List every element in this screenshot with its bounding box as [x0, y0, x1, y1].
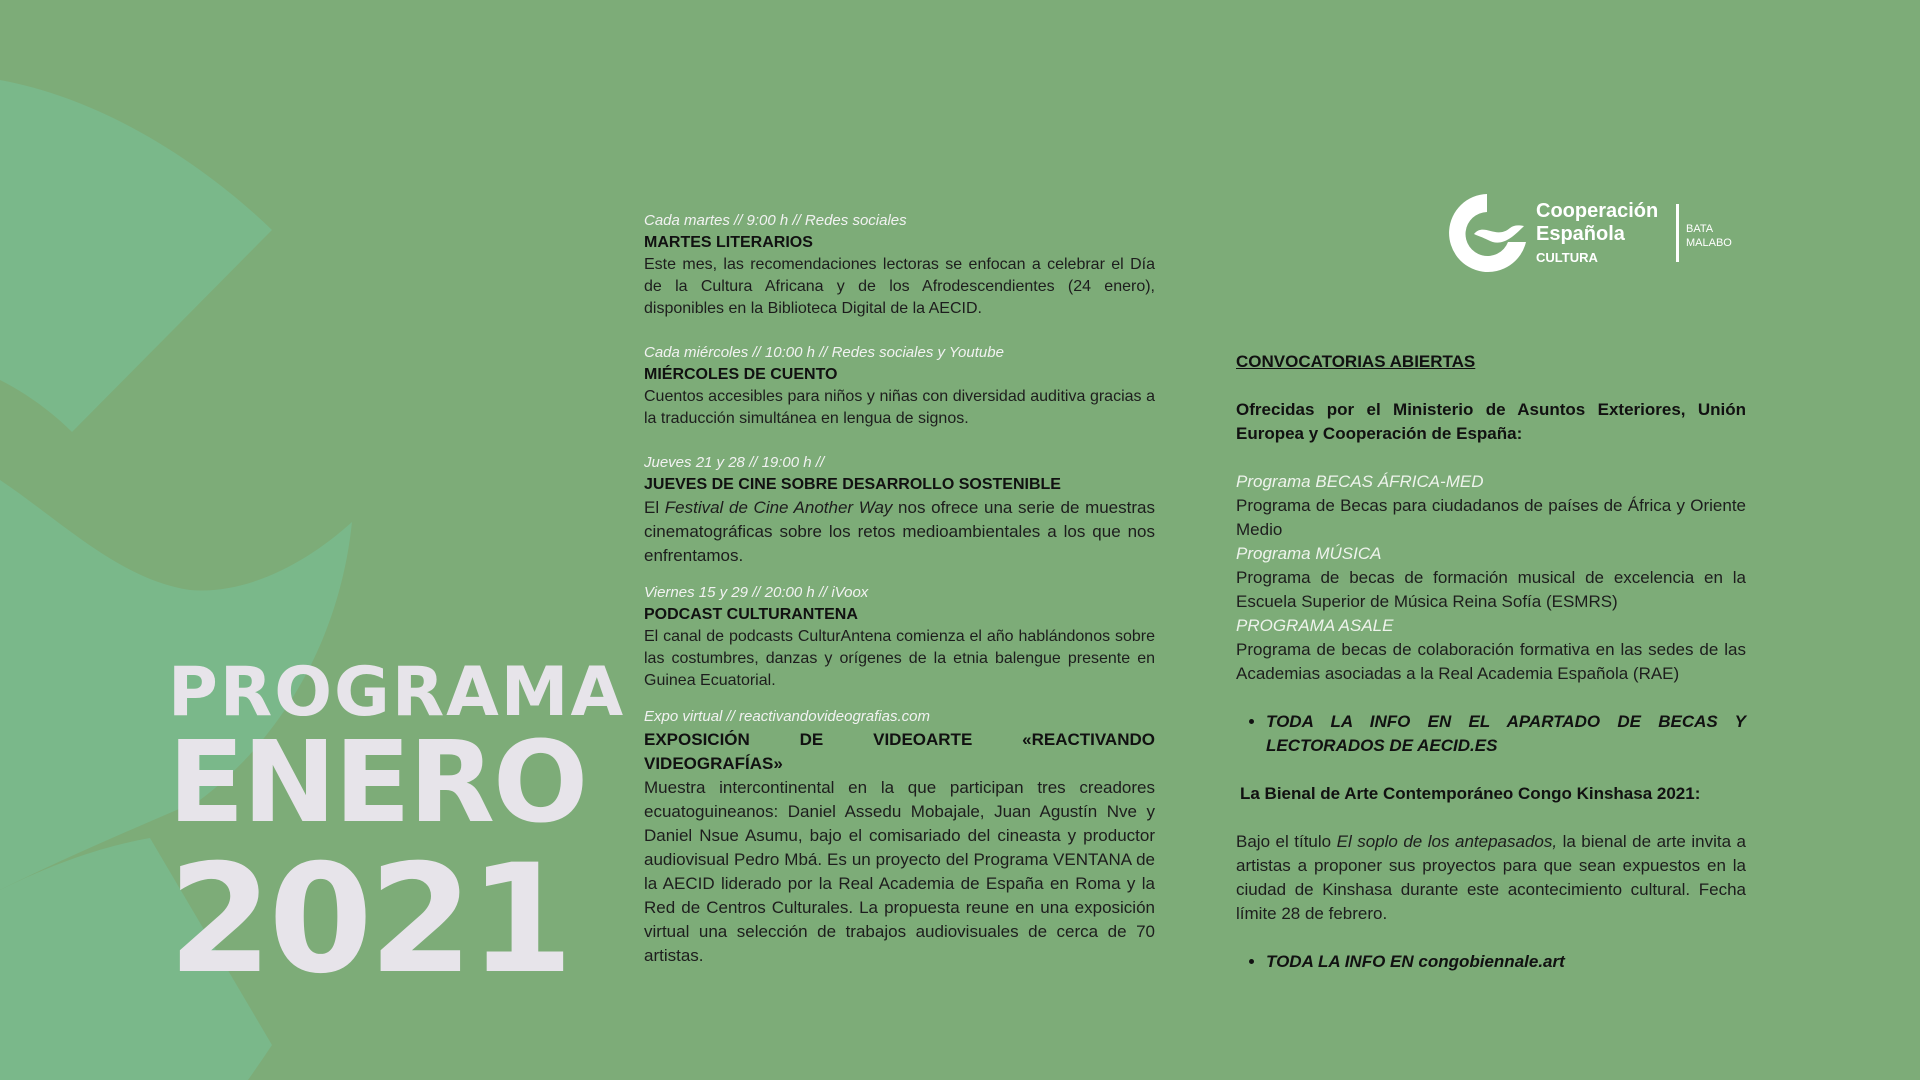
event-name: MIÉRCOLES DE CUENTO: [644, 366, 838, 383]
logo-brand-line: Española: [1536, 223, 1625, 245]
program-desc: Programa de becas de colaboración formativa en las sedes de las Academias asociadas a la Real Academia Española (RAE): [1236, 640, 1746, 683]
info-congo-link: • TODA LA INFO EN congobiennale.art: [1266, 950, 1746, 974]
program-item: [1236, 470, 1746, 542]
logo-city: MALABO: [1686, 237, 1732, 249]
program-title: [168, 653, 626, 1007]
cooperacion-logo-icon: [1444, 190, 1530, 276]
info-list: [1236, 710, 1746, 758]
info-becas-link: • TODA LA INFO EN EL APARTADO DE BECAS Y LECTORADOS DE AECID.ES: [1266, 710, 1746, 758]
program-desc: Programa de Becas para ciudadanos de países de África y Oriente Medio: [1236, 496, 1746, 539]
event-viernes: [644, 582, 1155, 692]
event-when: Expo virtual // reactivandovideografias.com: [644, 708, 930, 725]
title-line-year: 2021: [168, 833, 570, 1007]
event-name: PODCAST CULTURANTENA: [644, 606, 858, 623]
desc-text: Bajo el título: [1236, 832, 1337, 851]
bienal-desc: [1236, 830, 1746, 926]
title-line-enero: ENERO: [168, 718, 587, 848]
event-name: JUEVES DE CINE SOBRE DESARROLLO SOSTENIBLE: [644, 476, 1061, 493]
info-list: [1236, 950, 1746, 974]
event-when: Cada martes // 9:00 h // Redes sociales: [644, 212, 907, 229]
event-martes: [644, 210, 1155, 320]
program-desc: Programa de becas de formación musical de excelencia en la Escuela Superior de Música Reina Sofía (ESMRS): [1236, 568, 1746, 611]
desc-text: nos ofrece una serie de muestras cinematográficas sobre los retos medioambientales a los que nos enfrentamos.: [644, 498, 1155, 565]
logo-divider: [1676, 204, 1679, 262]
event-miercoles: [644, 342, 1155, 430]
event-when: Jueves 21 y 28 // 19:00 h //: [644, 454, 825, 471]
program-item: [1236, 614, 1746, 686]
title-line-programa: PROGRAMA: [168, 653, 626, 732]
festival-name: Festival de Cine Another Way: [664, 498, 893, 517]
convocatorias-column: [1236, 350, 1746, 998]
program-name: Programa MÚSICA: [1236, 544, 1382, 563]
convocatorias-intro: Ofrecidas por el Ministerio de Asuntos Exteriores, Unión Europea y Cooperación de España:: [1236, 400, 1746, 443]
event-when: Viernes 15 y 29 // 20:00 h // iVoox: [644, 584, 869, 601]
bienal-title: La Bienal de Arte Contemporáneo Congo Kinshasa 2021:: [1240, 784, 1701, 803]
event-name: EXPOSICIÓN DE VIDEOARTE «REACTIVANDO: [644, 730, 1155, 749]
desc-text: la bienal de arte invita a artistas a proponer sus proyectos para que sean expuestos en la ciudad de Kinshasa durante este acontecimiento cultural. Fecha límite 28 de febrero.: [1236, 832, 1747, 923]
event-desc: Este mes, las recomendaciones lectoras se enfocan a celebrar el Día de la Cultura Africana y de los Afrodescendientes (24 enero), disponibles en la Biblioteca Digital de la AECID.: [644, 256, 1155, 317]
events-column: [644, 210, 1155, 990]
program-name: PROGRAMA ASALE: [1236, 616, 1394, 635]
event-desc: Muestra intercontinental en la que participan tres creadores ecuatoguineanos: Daniel Assedu Mobajale, Juan Agustín Nve y Daniel Nsue Asumu, bajo el comisariado del cineasta y productor audiovisual Pedro Mbá. Es un proyecto del Programa VENTANA de la AECID liderado por la Real Academia de España en Roma y la Red de Centros Culturales. La propuesta reune en una exposición virtual una selección de trabajos audiovisuales de cerca de 70 artistas.: [644, 778, 1155, 965]
event-desc: [644, 496, 1155, 568]
event-desc: Cuentos accesibles para niños y niñas con diversidad auditiva gracias a la traducción simultánea en lengua de signos.: [644, 388, 1155, 427]
logo-brand-line: CULTURA: [1536, 250, 1598, 265]
bienal-subtitle: El soplo de los antepasados,: [1336, 832, 1558, 851]
logo-brand-line: Cooperación: [1536, 200, 1659, 222]
program-name: Programa BECAS ÁFRICA-MED: [1236, 472, 1484, 491]
desc-text: El: [644, 498, 665, 517]
convocatorias-heading: CONVOCATORIAS ABIERTAS: [1236, 352, 1476, 371]
logo-city: BATA: [1686, 223, 1714, 235]
event-jueves: [644, 452, 1155, 568]
program-item: [1236, 542, 1746, 614]
cooperacion-espanola-logo: [1444, 190, 1744, 280]
event-expo: [644, 706, 1155, 968]
event-when: Cada miércoles // 10:00 h // Redes sociales y Youtube: [644, 344, 1004, 361]
event-desc: El canal de podcasts CulturAntena comienza el año hablándonos sobre las costumbres, danzas y orígenes de la etnia balengue presente en Guinea Ecuatorial.: [644, 628, 1155, 689]
event-name: VIDEOGRAFÍAS»: [644, 754, 783, 773]
event-name: MARTES LITERARIOS: [644, 234, 813, 251]
